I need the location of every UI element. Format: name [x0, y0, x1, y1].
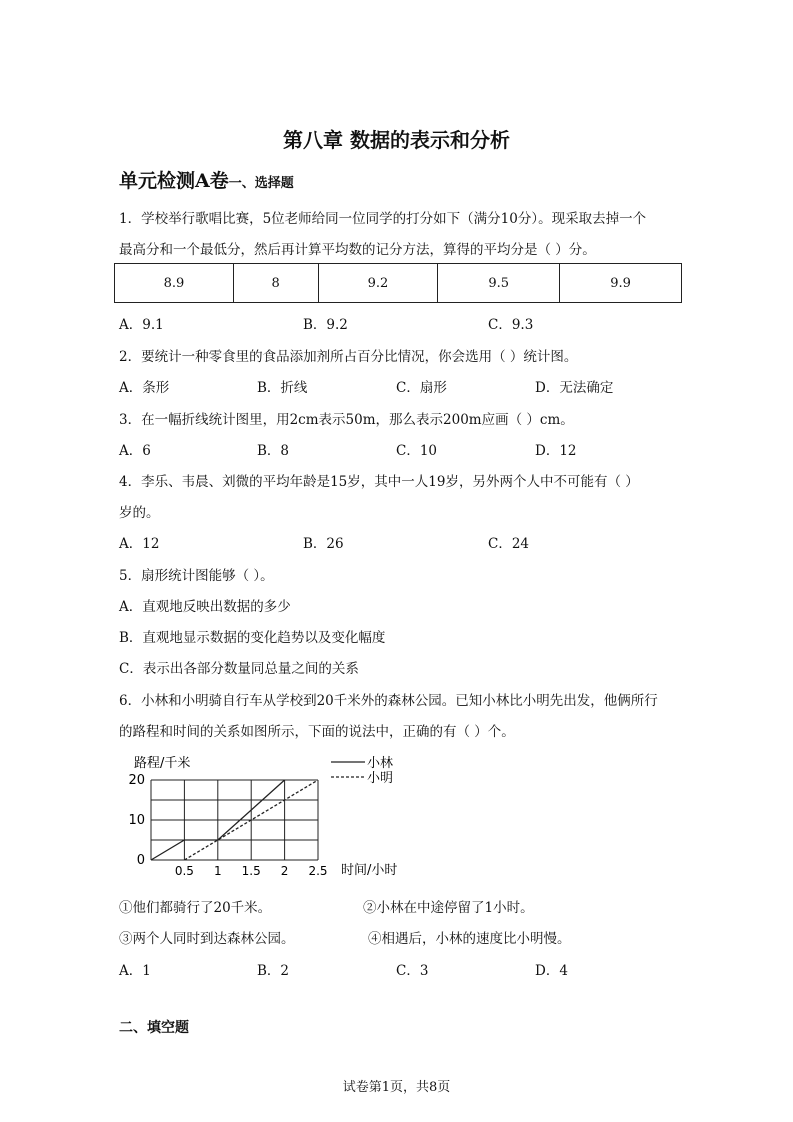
x-tick-label: 2.5 [308, 864, 328, 878]
q6-option-c: C．3 [396, 963, 429, 979]
y-axis-label: 路程/千米 [134, 756, 191, 771]
unit-subtitle [119, 166, 294, 193]
scores-table [114, 263, 682, 303]
q6-statement-1: ①他们都骑行了20千米。 [119, 900, 272, 916]
distance-time-chart [119, 748, 419, 888]
q1-option-c: C．9.3 [488, 317, 534, 333]
q6-option-b: B．2 [257, 963, 290, 979]
legend-label-小明: 小明 [367, 771, 394, 786]
q4-option-b: B．26 [303, 536, 344, 552]
q3-option-b: B．8 [257, 443, 290, 459]
legend-label-小林: 小林 [367, 756, 394, 771]
q3-option-d: D．12 [535, 443, 577, 459]
score-cell: 9.5 [438, 264, 560, 303]
q3-line1: 3．在一幅折线统计图里，用2cm表示50m，那么表示200m应画（ ）cm。 [119, 412, 574, 428]
x-tick-label: 2 [280, 864, 289, 878]
page-footer: 试卷第1页，共8页 [342, 1080, 451, 1095]
q4-line2: 岁的。 [119, 505, 160, 521]
x-tick-label: 1.5 [241, 864, 261, 878]
x-axis-label: 时间/小时 [341, 863, 398, 878]
q2-option-b: B．折线 [257, 380, 308, 396]
chart-grid [151, 780, 318, 860]
chart-legend [331, 755, 393, 786]
score-cell: 8 [233, 264, 318, 303]
q6-statement-2: ②小林在中途停留了1小时。 [363, 900, 534, 916]
page-title: 第八章 数据的表示和分析 [283, 128, 510, 152]
score-cell: 8.9 [115, 264, 234, 303]
q2-option-c: C．扇形 [396, 380, 447, 396]
q5-option-c: C．表示出各部分数量同总量之间的关系 [119, 661, 359, 677]
q1-line2: 最高分和一个最低分，然后再计算平均数的记分方法，算得的平均分是（ ）分。 [119, 242, 596, 258]
q6-statement-4: ④相遇后，小林的速度比小明慢。 [368, 931, 571, 947]
y-tick-label: 10 [128, 813, 145, 828]
q2-line1: 2．要统计一种零食里的食品添加剂所占百分比情况，你会选用（ ）统计图。 [119, 349, 578, 365]
table-row [115, 264, 682, 303]
chart-ticks [128, 773, 327, 878]
q3-option-c: C．10 [396, 443, 438, 459]
q4-line1: 4．李乐、韦晨、刘微的平均年龄是15岁，其中一人19岁，另外两个人中不可能有（ ） [119, 474, 639, 490]
q5-option-a: A．直观地反映出数据的多少 [119, 599, 291, 615]
q6-option-d: D．4 [535, 963, 568, 979]
q6-option-a: A．1 [119, 963, 151, 979]
score-cell: 9.9 [560, 264, 682, 303]
q6-line2: 的路程和时间的关系如图所示，下面的说法中，正确的有（ ）个。 [119, 724, 515, 740]
y-tick-label: 20 [128, 773, 145, 788]
x-tick-label: 0.5 [174, 864, 194, 878]
q4-option-c: C．24 [488, 536, 530, 552]
unit-title: 单元检测A卷 [119, 170, 229, 192]
q1-option-b: B．9.2 [303, 317, 348, 333]
section-1-heading: 一、选择题 [228, 176, 294, 191]
section-2-heading: 二、填空题 [119, 1020, 189, 1036]
y-tick-label: 0 [136, 853, 145, 868]
x-tick-label: 1 [213, 864, 222, 878]
q2-option-d: D．无法确定 [535, 380, 614, 396]
q1-line1: 1．学校举行歌唱比赛，5位老师给同一位同学的打分如下（满分10分）。现采取去掉一个 [119, 211, 647, 227]
q2-option-a: A．条形 [119, 380, 170, 396]
q1-option-a: A．9.1 [119, 317, 164, 333]
q5-line1: 5．扇形统计图能够（ ）。 [119, 568, 274, 584]
q4-option-a: A．12 [119, 536, 160, 552]
q5-option-b: B．直观地显示数据的变化趋势以及变化幅度 [119, 630, 386, 646]
q6-statement-3: ③两个人同时到达森林公园。 [119, 931, 295, 947]
q3-option-a: A．6 [119, 443, 151, 459]
score-cell: 9.2 [318, 264, 438, 303]
q6-line1: 6．小林和小明骑自行车从学校到20千米外的森林公园。已知小林比小明先出发，他俩所行 [119, 693, 658, 709]
